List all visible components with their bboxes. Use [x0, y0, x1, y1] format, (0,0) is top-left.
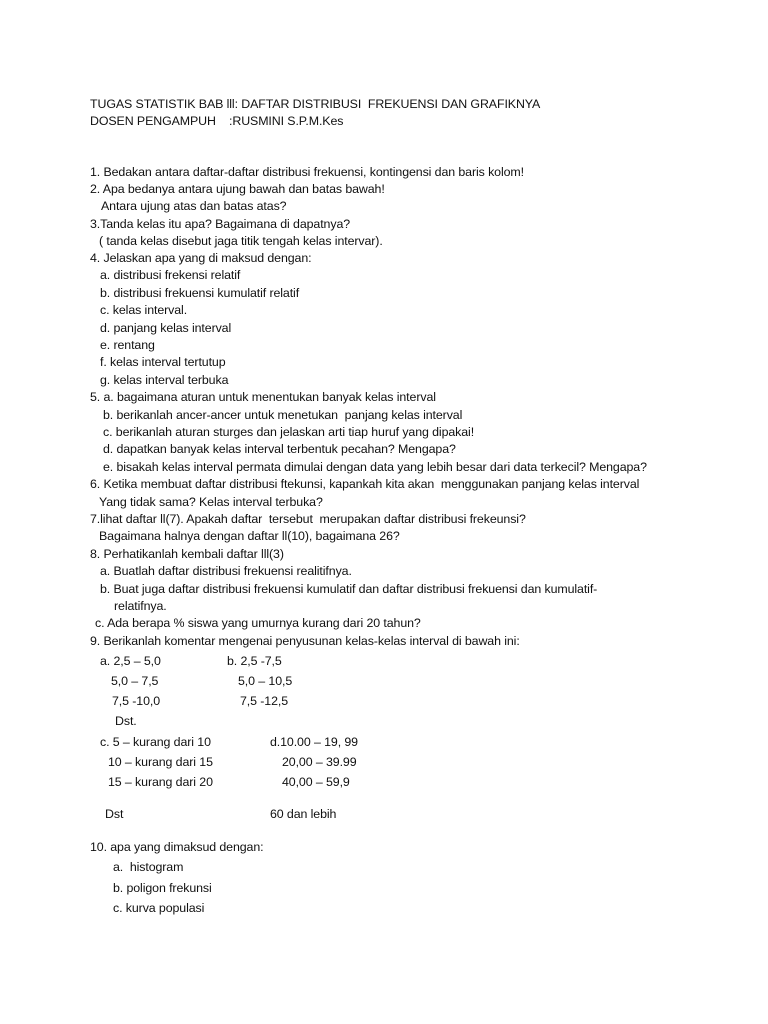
question-1: 1. Bedakan antara daftar-daftar distribusi frekuensi, kontingensi dan baris kolom!	[90, 165, 524, 179]
question-7: 7.lihat daftar ll(7). Apakah daftar tersebut merupakan daftar distribusi frekeunsi?	[90, 512, 526, 526]
question-8-b: b. Buat juga daftar distribusi frekuensi kumulatif dan daftar distribusi frekuensi dan kumulatif-	[100, 582, 598, 596]
question-10-item: c. kurva populasi	[113, 901, 205, 915]
question-2: 2. Apa bedanya antara ujung bawah dan batas bawah!	[90, 182, 385, 196]
question-8-b-continuation: relatifnya.	[114, 599, 167, 613]
interval-b-row: 5,0 – 10,5	[238, 674, 293, 688]
interval-c-row: 10 – kurang dari 15	[108, 755, 213, 769]
question-4-item: c. kelas interval.	[100, 303, 188, 317]
question-4: 4. Jelaskan apa yang di maksud dengan:	[90, 251, 312, 265]
question-10-item: b. poligon frekunsi	[113, 881, 212, 895]
interval-a-row: a. 2,5 – 5,0	[100, 654, 161, 668]
assignment-title: TUGAS STATISTIK BAB lll: DAFTAR DISTRIBUSI FREKUENSI DAN GRAFIKNYA	[90, 97, 541, 111]
question-9: 9. Berikanlah komentar mengenai penyusunan kelas-kelas interval di bawah ini:	[90, 634, 520, 648]
question-5-item: c. berikanlah aturan sturges dan jelaskan arti tiap huruf yang dipakai!	[103, 425, 475, 439]
interval-d-row: 20,00 – 39.99	[282, 755, 357, 769]
question-4-item: d. panjang kelas interval	[100, 321, 232, 335]
question-8-a: a. Buatlah daftar distribusi frekuensi realitifnya.	[100, 564, 352, 578]
question-4-item: f. kelas interval tertutup	[100, 355, 226, 369]
question-4-item: g. kelas interval terbuka	[100, 373, 229, 387]
interval-d-row: 60 dan lebih	[270, 807, 337, 821]
interval-a-row: 7,5 -10,0	[112, 694, 161, 708]
interval-d-row: 40,00 – 59,9	[282, 775, 350, 789]
interval-b-row: b. 2,5 -7,5	[227, 654, 282, 668]
interval-a-row: 5,0 – 7,5	[111, 674, 159, 688]
question-4-item: a. distribusi frekensi relatif	[100, 268, 241, 282]
question-7-continuation: Bagaimana halnya dengan daftar ll(10), bagaimana 26?	[99, 529, 400, 543]
question-5: 5. a. bagaimana aturan untuk menentukan banyak kelas interval	[90, 390, 436, 404]
question-6: 6. Ketika membuat daftar distribusi ftekunsi, kapankah kita akan menggunakan panjang kelas interval	[90, 477, 640, 491]
question-2-continuation: Antara ujung atas dan batas atas?	[101, 199, 287, 213]
interval-b-row: 7,5 -12,5	[240, 694, 289, 708]
question-3: 3.Tanda kelas itu apa? Bagaimana di dapatnya?	[90, 217, 351, 231]
interval-c-row: 15 – kurang dari 20	[108, 775, 213, 789]
question-5-item: e. bisakah kelas interval permata dimulai dengan data yang lebih besar dari data terkecil? Mengapa?	[103, 460, 647, 474]
question-8-c: c. Ada berapa % siswa yang umurnya kurang dari 20 tahun?	[95, 616, 421, 630]
interval-c-row: c. 5 – kurang dari 10	[100, 735, 211, 749]
interval-a-row: Dst.	[115, 714, 137, 728]
lecturer-name: :RUSMINI S.P.M.Kes	[229, 114, 344, 128]
lecturer-label: DOSEN PENGAMPUH	[90, 114, 216, 128]
question-4-item: e. rentang	[100, 338, 155, 352]
question-4-item: b. distribusi frekuensi kumulatif relatif	[100, 286, 300, 300]
interval-c-row: Dst	[105, 807, 124, 821]
question-5-item: b. berikanlah ancer-ancer untuk menetukan panjang kelas interval	[103, 408, 463, 422]
question-8: 8. Perhatikanlah kembali daftar lll(3)	[90, 547, 284, 561]
question-5-item: d. dapatkan banyak kelas interval terbentuk pecahan? Mengapa?	[103, 442, 456, 456]
question-10: 10. apa yang dimaksud dengan:	[90, 840, 264, 854]
question-10-item: a. histogram	[113, 860, 184, 874]
interval-d-row: d.10.00 – 19, 99	[270, 735, 358, 749]
question-3-note: ( tanda kelas disebut jaga titik tengah kelas intervar).	[99, 234, 383, 248]
question-6-continuation: Yang tidak sama? Kelas interval terbuka?	[99, 495, 323, 509]
